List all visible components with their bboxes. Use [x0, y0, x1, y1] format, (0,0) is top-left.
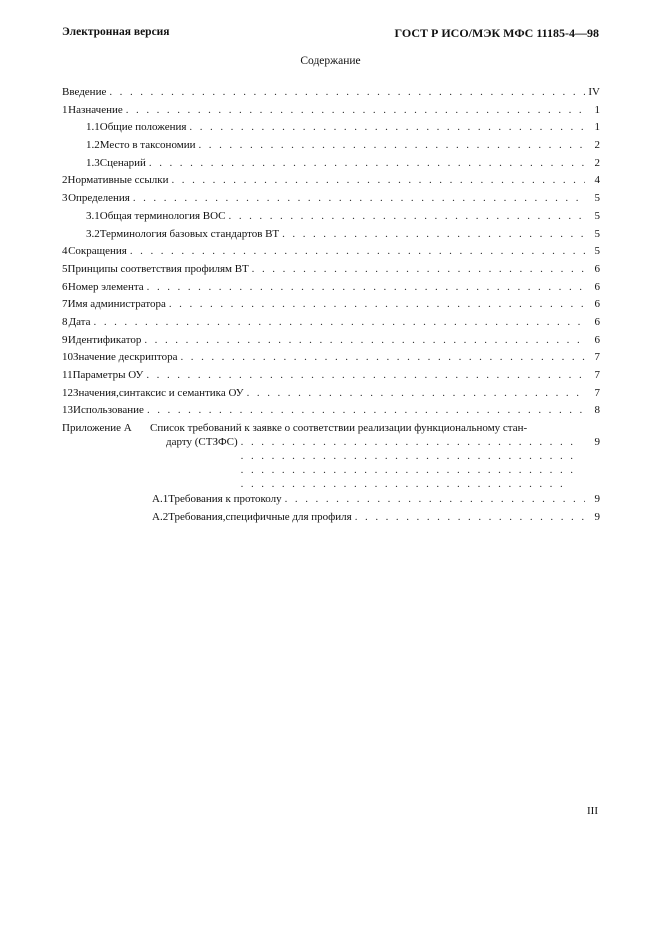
toc-entry-text: Параметры ОУ — [72, 369, 144, 381]
toc-entry-page: 7 — [594, 369, 600, 381]
toc-entry-page: 5 — [594, 192, 600, 205]
toc-entry-text: Сокращения — [68, 245, 127, 258]
leader-dots — [130, 243, 585, 261]
toc-entry[interactable] — [62, 208, 600, 226]
toc-entry-text: Терминология базовых стандартов ВТ — [99, 227, 280, 240]
toc-entry[interactable] — [62, 349, 600, 367]
toc-entry-page: 6 — [594, 333, 600, 346]
toc-entry-text: Общая терминология ВОС — [99, 209, 226, 222]
toc-entry[interactable] — [62, 102, 600, 120]
toc-entry-text: Определения — [68, 192, 130, 205]
toc-entry[interactable] — [62, 190, 600, 208]
toc-entry[interactable] — [62, 155, 600, 173]
toc-entry-text: Требования к протоколу — [168, 493, 282, 506]
toc-entry-number: А.1 — [152, 493, 169, 506]
toc-entry-page: 2 — [594, 139, 600, 152]
page-title: Содержание — [300, 55, 361, 67]
leader-dots — [147, 402, 585, 420]
leader-dots — [126, 102, 585, 120]
toc-entry-text: Требования,специфичные для профиля — [168, 510, 352, 523]
toc-entry-text: Номер элемента — [67, 280, 144, 293]
toc-entry-text: Введение — [62, 86, 107, 98]
toc-entry-page: 5 — [594, 245, 600, 258]
toc-entry-text: Сценарий — [99, 156, 146, 169]
toc-entry[interactable] — [62, 137, 600, 155]
toc-entry[interactable] — [62, 332, 600, 350]
toc-entry-number: 8 — [62, 315, 68, 328]
toc-appendix[interactable] — [62, 422, 600, 491]
toc-entry-number: 11 — [62, 369, 73, 381]
toc-entry-page: IV — [588, 86, 600, 98]
toc-entry-page: 6 — [594, 262, 600, 275]
leader-dots — [229, 208, 585, 226]
leader-dots — [241, 435, 585, 491]
leader-dots — [252, 261, 585, 279]
leader-dots — [94, 314, 585, 332]
toc-entry-page: 8 — [594, 404, 600, 417]
leader-dots — [355, 509, 585, 527]
toc-entry-text: Дата — [68, 315, 91, 328]
toc-entry-page: 7 — [594, 386, 600, 399]
toc-entry-page: 6 — [594, 280, 600, 293]
toc-entry-number: 6 — [62, 280, 68, 293]
appendix-title-line1: Список требований к заявке о соответствии реализации функциональному стан- — [150, 422, 528, 435]
appendix-title-line2: дарту (СТЗФС) — [166, 436, 238, 449]
toc-entry-number: 3.1 — [86, 209, 100, 222]
toc-entry-text: Имя администратора — [67, 298, 166, 311]
toc-entry-page: 4 — [594, 174, 600, 187]
toc-entry-intro[interactable] — [62, 84, 600, 102]
toc-entry-number: 1.3 — [86, 156, 100, 169]
page-number: III — [587, 805, 598, 817]
leader-dots — [285, 491, 585, 509]
leader-dots — [171, 172, 585, 190]
leader-dots — [282, 226, 585, 244]
toc-entry-number: 13 — [62, 404, 73, 417]
toc-entry-page: 7 — [594, 351, 600, 364]
toc-entry-page: 5 — [594, 227, 600, 240]
toc-entry-text: Нормативные ссылки — [67, 174, 169, 187]
table-of-contents — [62, 84, 600, 526]
toc-entry[interactable] — [62, 491, 600, 509]
toc-entry-text: Значение дескриптора — [73, 351, 178, 364]
toc-entry[interactable] — [62, 119, 600, 137]
appendix-title-continuation — [62, 435, 600, 491]
toc-entry-number: 2 — [62, 174, 68, 187]
leader-dots — [169, 296, 585, 314]
toc-entry-text: Использование — [73, 404, 144, 417]
appendix-title-line — [62, 422, 600, 435]
toc-entry-page: 9 — [594, 436, 600, 449]
toc-entry-number: 1 — [62, 103, 68, 116]
leader-dots — [144, 332, 585, 350]
toc-entry-page: 5 — [594, 209, 600, 222]
toc-entry-number: 7 — [62, 298, 68, 311]
toc-entry-page: 2 — [594, 156, 600, 169]
toc-entry[interactable] — [62, 279, 600, 297]
toc-entry-number: 1.1 — [86, 121, 100, 134]
toc-entry[interactable] — [62, 261, 600, 279]
leader-dots — [180, 349, 585, 367]
toc-entry-page: 9 — [594, 510, 600, 523]
leader-dots — [247, 385, 585, 403]
appendix-label: Приложение А — [62, 422, 132, 435]
toc-entry[interactable] — [62, 314, 600, 332]
toc-entry[interactable] — [62, 226, 600, 244]
toc-entry-text: Принципы соответствия профилям ВТ — [67, 262, 249, 275]
toc-entry-page: 9 — [594, 493, 600, 506]
toc-entry-page: 1 — [594, 121, 600, 134]
toc-entry-number: 5 — [62, 262, 68, 275]
toc-entry-number: А.2 — [152, 510, 169, 523]
toc-entry[interactable] — [62, 385, 600, 403]
toc-entry-page: 6 — [594, 315, 600, 328]
toc-entry-number: 3.2 — [86, 227, 100, 240]
toc-entry[interactable] — [62, 172, 600, 190]
leader-dots — [189, 119, 585, 137]
leader-dots — [146, 367, 585, 385]
toc-entry-number: 10 — [62, 351, 73, 364]
toc-entry-text: Значения,синтаксис и семантика ОУ — [73, 386, 244, 399]
toc-entry-text: Место в таксономии — [99, 139, 196, 152]
leader-dots — [149, 155, 585, 173]
toc-entry-page: 1 — [594, 103, 600, 116]
toc-entry-text: Идентификатор — [67, 333, 142, 346]
toc-entry-text: Общие положения — [99, 121, 187, 134]
toc-entry-number: 12 — [62, 386, 73, 399]
leader-dots — [109, 84, 585, 102]
toc-entry[interactable] — [62, 402, 600, 420]
toc-entry[interactable] — [62, 367, 600, 385]
leader-dots — [147, 279, 585, 297]
leader-dots — [133, 190, 585, 208]
toc-entry-number: 3 — [62, 192, 68, 205]
header-left: Электронная версия — [62, 26, 170, 38]
toc-entry-number: 1.2 — [86, 139, 100, 152]
leader-dots — [198, 137, 585, 155]
toc-entry[interactable] — [62, 509, 600, 527]
document-code: ГОСТ Р ИСО/МЭК МФС 11185-4—98 — [394, 26, 599, 40]
toc-entry[interactable] — [62, 296, 600, 314]
toc-entry-text: Назначение — [68, 103, 123, 116]
toc-entry-page: 6 — [594, 298, 600, 311]
toc-entry-number: 4 — [62, 245, 68, 258]
toc-entry-number: 9 — [62, 333, 68, 346]
toc-entry[interactable] — [62, 243, 600, 261]
